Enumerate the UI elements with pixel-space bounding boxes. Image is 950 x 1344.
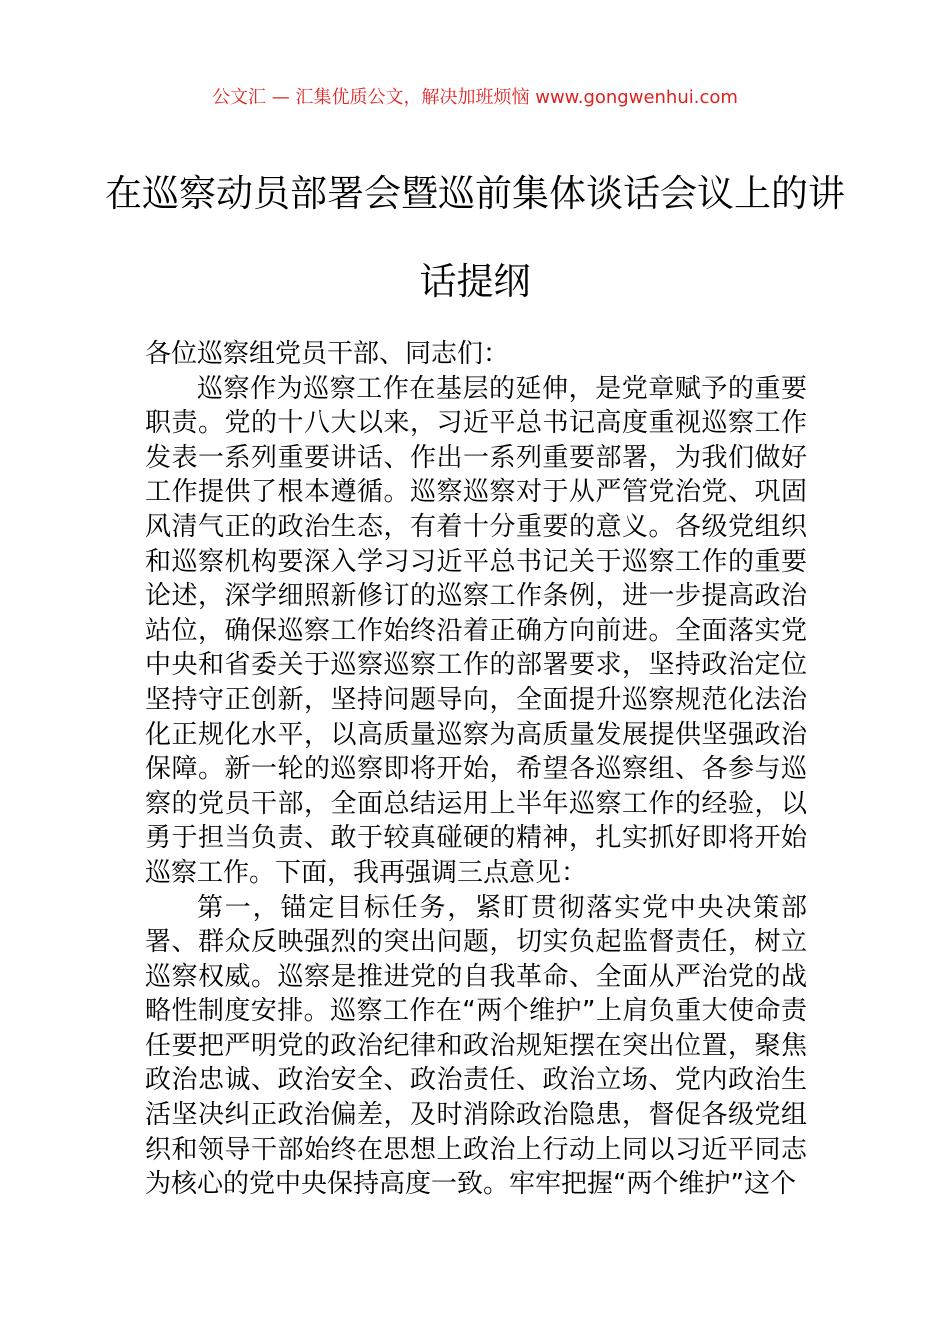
document-body [145, 337, 807, 1202]
paragraph-1: 巡察作为巡察工作在基层的延伸，是党章赋予的重要职责。党的十八大以来，习近平总书记高度重视巡察工作发表一系列重要讲话、作出一系列重要部署，为我们做好工作提供了根本遵循。巡察巡察对于从严管党治党、巩固风清气正的政治生态，有着十分重要的意义。各级党组织和巡察机构要深入学习习近平总书记关于巡察工作的重要论述，深学细照新修订的巡察工作条例，进一步提高政治站位，确保巡察工作始终沿着正确方向前进。全面落实党中央和省委关于巡察巡察工作的部署要求，坚持政治定位坚持守正创新，坚持问题导向，全面提升巡察规范化法治化正规化水平，以高质量巡察为高质量发展提供坚强政治保障。新一轮的巡察即将开始，希望各巡察组、各参与巡察的党员干部，全面总结运用上半年巡察工作的经验，以勇于担当负责、敢于较真碰硬的精神，扎实抓好即将开始巡察工作。下面，我再强调三点意见： [145, 373, 807, 888]
document-title: 在巡察动员部署会暨巡前集体谈话会议上的讲话提纲 [105, 172, 845, 303]
paragraph-2: 第一，锚定目标任务，紧盯贯彻落实党中央决策部署、群众反映强烈的突出问题，切实负起监督责任，树立巡察权威。巡察是推进党的自我革命、全面从严治党的战略性制度安排。巡察工作在“两个维护”上肩负重大使命责任要把严明党的政治纪律和政治规矩摆在突出位置，聚焦政治忠诚、政治安全、政治责任、政治立场、党内政治生活坚决纠正政治偏差，及时消除政治隐患，督促各级党组织和领导干部始终在思想上政治上行动上同以习近平同志为核心的党中央保持高度一致。牢牢把握“两个维护”这个 [145, 892, 807, 1200]
salutation: 各位巡察组党员干部、同志们： [145, 339, 510, 369]
watermark-header: 公文汇 — 汇集优质公文，解决加班烦恼 www.gongwenhui.com [212, 87, 738, 108]
